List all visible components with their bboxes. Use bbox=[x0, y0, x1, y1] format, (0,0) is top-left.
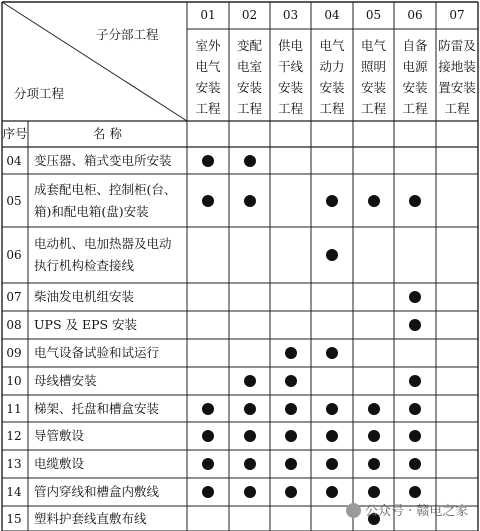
row-name bbox=[34, 233, 172, 277]
applicable-mark-dot bbox=[285, 375, 297, 387]
row-name bbox=[34, 453, 84, 475]
column-name-06 bbox=[394, 35, 436, 119]
column-code-07: 07 bbox=[449, 8, 465, 22]
applicable-mark-dot bbox=[202, 403, 214, 415]
applicable-mark-dot bbox=[368, 403, 380, 415]
applicable-mark-dot bbox=[326, 486, 338, 498]
applicable-mark-dot bbox=[244, 430, 256, 442]
row-name-line: 管内穿线和槽盒内敷线 bbox=[34, 484, 160, 499]
corner-top-label: 子分部工程 bbox=[96, 27, 159, 42]
column-name-line: 接地装 bbox=[438, 59, 476, 74]
applicable-mark-dot bbox=[368, 458, 380, 470]
applicable-mark-dot bbox=[202, 486, 214, 498]
applicable-mark-dot bbox=[244, 403, 256, 415]
column-name-line: 安装 bbox=[195, 80, 221, 95]
applicable-mark-dot bbox=[202, 430, 214, 442]
column-name-line: 电气 bbox=[360, 38, 386, 53]
column-name-04 bbox=[311, 35, 353, 119]
row-name-line: 柴油发电机组安装 bbox=[34, 289, 135, 304]
applicable-mark-dot bbox=[285, 430, 297, 442]
column-name-line: 工程 bbox=[444, 101, 470, 116]
row-name-line: 梯架、托盘和槽盒安装 bbox=[34, 400, 160, 416]
row-number: 12 bbox=[6, 429, 22, 443]
column-name-line: 电气 bbox=[195, 59, 221, 74]
column-code-02: 02 bbox=[241, 8, 258, 22]
column-name-line: 工程 bbox=[277, 101, 303, 116]
column-name-03 bbox=[270, 35, 311, 119]
row-name bbox=[34, 179, 176, 223]
row-number: 13 bbox=[6, 457, 22, 471]
row-number: 04 bbox=[6, 153, 22, 168]
applicable-mark-dot bbox=[368, 195, 380, 207]
row-name bbox=[34, 342, 159, 364]
column-name-line: 干线 bbox=[277, 59, 303, 74]
column-name-05 bbox=[353, 35, 394, 119]
column-name-line: 防雷及 bbox=[438, 38, 476, 53]
applicable-mark-dot bbox=[285, 486, 297, 498]
corner-diagonal bbox=[2, 2, 187, 121]
row-name bbox=[34, 370, 97, 392]
applicable-mark-dot bbox=[409, 458, 421, 470]
row-name bbox=[34, 508, 147, 530]
column-code-04: 04 bbox=[324, 8, 340, 22]
corner-bottom-label: 分项工程 bbox=[14, 86, 65, 101]
applicable-mark-dot bbox=[409, 430, 421, 442]
row-name bbox=[34, 314, 137, 336]
row-number: 05 bbox=[6, 193, 22, 208]
row-name-line: 电气设备试验和试运行 bbox=[34, 345, 160, 360]
applicable-mark-dot bbox=[285, 458, 297, 470]
column-name-line: 安装 bbox=[236, 80, 262, 95]
row-number: 08 bbox=[6, 318, 22, 332]
column-name-line: 室外 bbox=[195, 38, 221, 53]
column-name-line: 动力 bbox=[319, 59, 345, 74]
applicable-mark-dot bbox=[244, 486, 256, 498]
column-name-line: 供电 bbox=[277, 38, 303, 53]
column-code-06: 06 bbox=[407, 8, 423, 22]
applicable-mark-dot bbox=[368, 486, 380, 498]
seq-label: 序号 bbox=[2, 126, 28, 141]
column-name-line: 工程 bbox=[319, 101, 345, 116]
applicable-mark-dot bbox=[409, 486, 421, 498]
applicable-mark-dot bbox=[244, 195, 256, 207]
row-name-line: 母线槽安装 bbox=[34, 373, 97, 388]
column-name-line: 电气 bbox=[319, 38, 345, 53]
applicable-mark-dot bbox=[326, 458, 338, 470]
row-name bbox=[34, 150, 172, 172]
column-name-line: 置安装 bbox=[438, 80, 476, 95]
row-number: 15 bbox=[6, 511, 22, 526]
row-name-line: 电动机、电加热器及电动 bbox=[34, 236, 172, 251]
applicable-mark-dot bbox=[244, 458, 256, 470]
row-number: 09 bbox=[6, 346, 22, 360]
column-name-line: 安装 bbox=[277, 80, 303, 95]
row-name bbox=[34, 286, 134, 308]
applicable-mark-dot bbox=[409, 319, 421, 331]
row-number: 06 bbox=[6, 248, 22, 262]
column-name-02 bbox=[229, 35, 270, 119]
applicable-mark-dot bbox=[409, 195, 421, 207]
applicable-mark-dot bbox=[202, 195, 214, 207]
column-name-line: 自备 bbox=[402, 38, 428, 53]
row-name-line: UPS 及 EPS 安装 bbox=[34, 317, 138, 332]
column-name-line: 电室 bbox=[236, 59, 262, 74]
watermark bbox=[346, 500, 468, 519]
wechat-logo-icon bbox=[346, 503, 361, 518]
row-name bbox=[34, 481, 159, 503]
row-number: 11 bbox=[6, 401, 22, 416]
applicable-mark-dot bbox=[326, 249, 338, 261]
applicable-mark-dot bbox=[285, 347, 297, 359]
column-name-line: 变配 bbox=[236, 38, 262, 53]
row-name-line: 导管敷设 bbox=[34, 428, 85, 443]
column-name-line: 工程 bbox=[360, 101, 386, 116]
watermark-text: 公众号 · 赣电之家 bbox=[365, 504, 469, 519]
applicable-mark-dot bbox=[285, 403, 297, 415]
row-name-line: 成套配电柜、控制柜(台、 bbox=[34, 181, 177, 197]
row-name bbox=[34, 425, 84, 447]
applicable-mark-dot bbox=[409, 291, 421, 303]
row-name-line: 变压器、箱式变电所安装 bbox=[34, 152, 172, 168]
column-code-03: 03 bbox=[282, 8, 299, 22]
row-name-line: 执行机构检查接线 bbox=[34, 258, 135, 273]
row-name-line: 电缆敷设 bbox=[34, 456, 85, 471]
row-number: 14 bbox=[6, 485, 22, 499]
column-name-01 bbox=[187, 35, 229, 119]
applicable-mark-dot bbox=[244, 375, 256, 387]
column-name-line: 照明 bbox=[360, 59, 386, 74]
column-name-line: 安装 bbox=[360, 80, 386, 95]
applicable-mark-dot bbox=[326, 430, 338, 442]
applicable-mark-dot bbox=[326, 347, 338, 359]
applicable-mark-dot bbox=[326, 403, 338, 415]
column-code-01: 01 bbox=[200, 8, 216, 22]
column-name-line: 安装 bbox=[402, 80, 428, 95]
column-name-line: 工程 bbox=[236, 101, 262, 116]
row-name bbox=[34, 398, 159, 420]
column-name-line: 安装 bbox=[319, 80, 345, 95]
applicable-mark-dot bbox=[202, 155, 214, 167]
row-number: 10 bbox=[6, 374, 22, 388]
applicable-mark-dot bbox=[244, 155, 256, 167]
column-name-line: 电源 bbox=[402, 59, 428, 74]
row-name-line: 塑料护套线直敷布线 bbox=[34, 510, 147, 526]
applicable-mark-dot bbox=[409, 403, 421, 415]
applicable-mark-dot bbox=[409, 375, 421, 387]
column-name-07 bbox=[436, 35, 478, 119]
column-name-line: 工程 bbox=[402, 101, 428, 116]
applicable-mark-dot bbox=[326, 195, 338, 207]
column-code-05: 05 bbox=[365, 8, 382, 22]
row-number: 07 bbox=[6, 290, 22, 304]
applicable-mark-dot bbox=[368, 430, 380, 442]
applicable-mark-dot bbox=[202, 458, 214, 470]
name-label: 名 称 bbox=[93, 126, 122, 141]
row-name-line: 箱)和配电箱(盘)安装 bbox=[34, 203, 149, 219]
column-name-line: 工程 bbox=[195, 101, 221, 116]
